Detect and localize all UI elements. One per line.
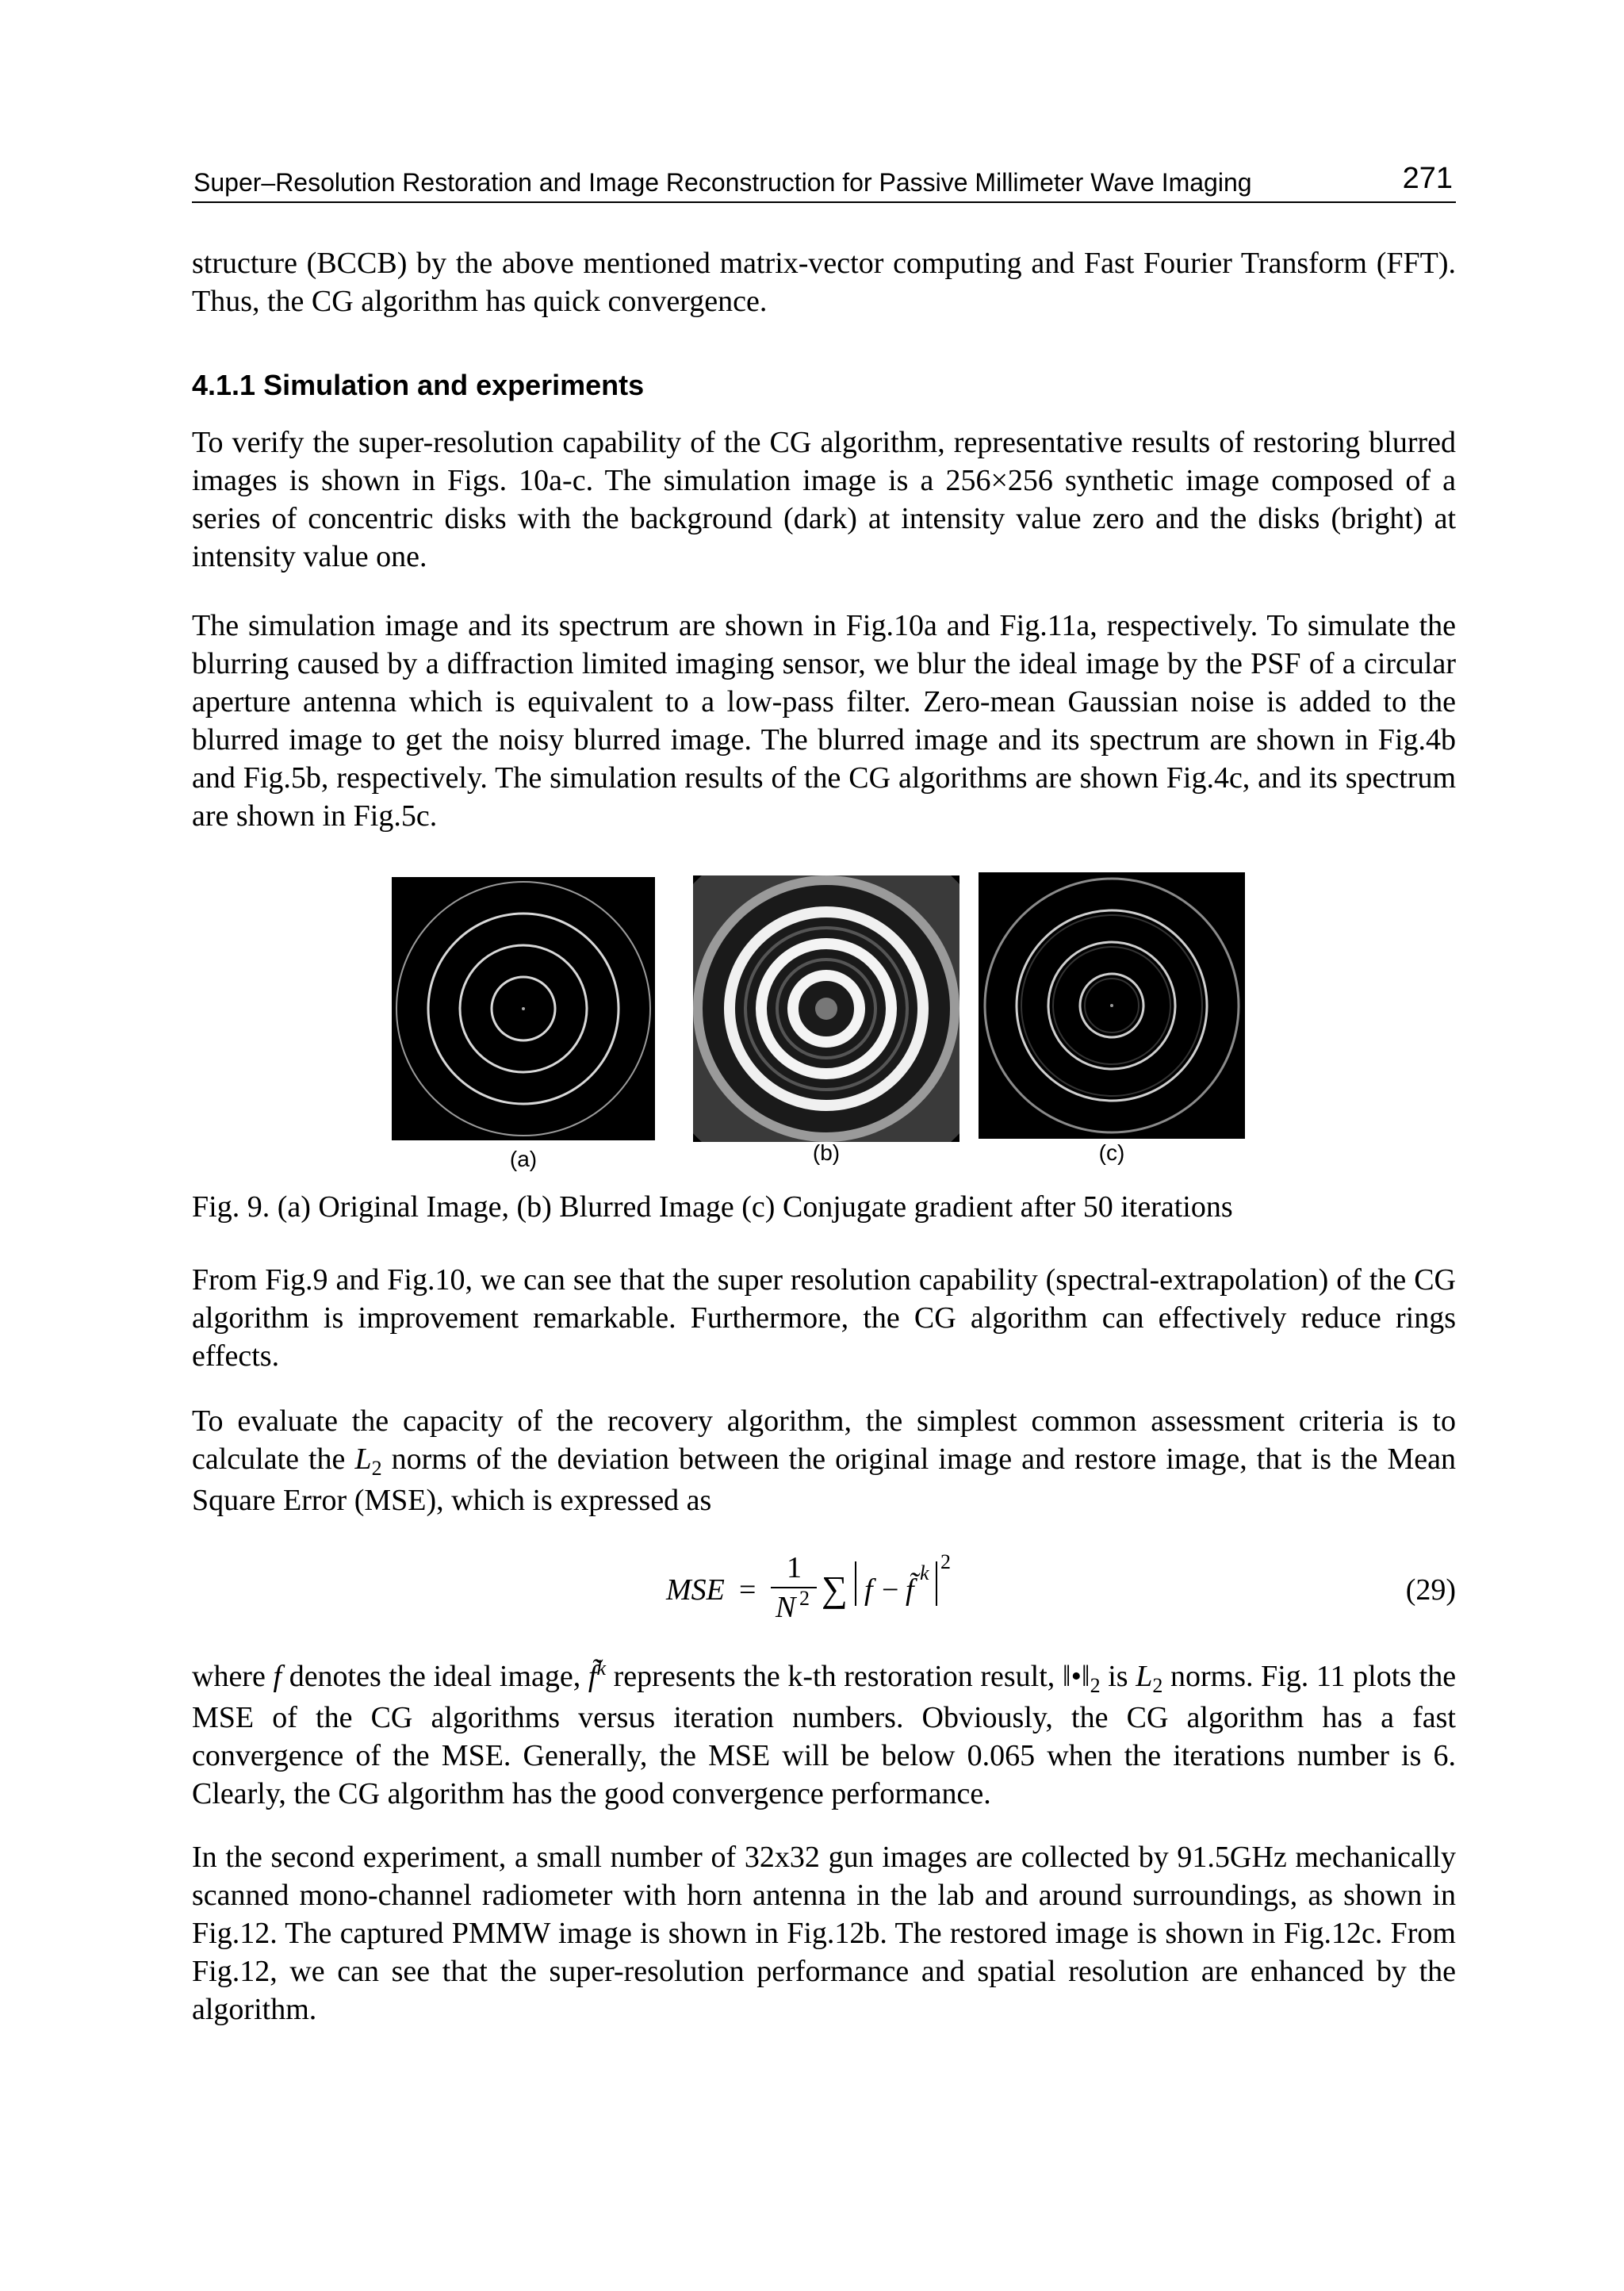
eq-f: f — [864, 1573, 873, 1607]
eq-ftilde: f̃ — [906, 1573, 914, 1607]
eq-sum: ∑ — [822, 1569, 848, 1609]
label-c: (c) — [1098, 1140, 1125, 1165]
paragraph-simulation: The simulation image and its spectrum are shown in Fig.10a and Fig.11a, respectively. To simulate the blurring caused by a diffraction limited imaging sensor, we blur the ideal image by the PSF of a circular aperture antenna which is equivalent to a low-pass filter. Zero-mean Gaussian noise is added to the blurred image to get the noisy blurred image. The blurred image and its spectrum are shown in Fig.4b and Fig.5b, respectively. The simulation results of the CG algorithms are shown Fig.4c, and its spectrum are shown in Fig.5c. — [192, 609, 1456, 833]
eq-minus: − — [882, 1573, 899, 1607]
running-header — [192, 162, 1456, 203]
paragraph-verify: To verify the super-resolution capability of the CG algorithm, representative results of restoring blurred images is shown in Figs. 10a-c. The simulation image is a 256×256 synthetic image composed of a series of concentric disks with the background (dark) at intensity value zero and the disks (bright) at intensity value one. — [192, 426, 1456, 573]
l2-symbol: L — [354, 1442, 372, 1476]
paragraph-bccb: structure (BCCB) by the above mentioned matrix-vector computing and Fast Fourier Transform (FFT). Thus, the CG algorithm has quick convergence. — [192, 247, 1456, 318]
paragraph-second-experiment: In the second experiment, a small number of 32x32 gun images are collected by 91.5GHz mechanically scanned mono-channel radiometer with horn antenna in the lab and around surroundings, as shown in Fig.12. The captured PMMW image is shown in Fig.12b. The restored image is shown in Fig.12c. From Fig.12, we can see that the super-resolution performance and spatial resolution are enhanced by the algorithm. — [192, 1841, 1456, 2026]
original-rings-graphic — [392, 877, 655, 1140]
page-number: 271 — [1402, 162, 1453, 195]
panel-blurred-image — [693, 875, 959, 1142]
eq-fraction-bar — [771, 1587, 817, 1588]
eq-abs-right — [936, 1561, 937, 1606]
label-a: (a) — [509, 1147, 538, 1171]
eq-den-exp: 2 — [799, 1587, 810, 1610]
label-b: (b) — [812, 1140, 841, 1165]
section-heading: 4.1.1 Simulation and experiments — [192, 369, 645, 401]
equation-number: (29) — [1405, 1573, 1456, 1607]
eq-denominator: N — [776, 1591, 796, 1624]
norm-symbol: ‖•‖ — [1062, 1660, 1090, 1693]
eq-lhs: MSE — [666, 1573, 725, 1607]
running-title: Super–Resolution Restoration and Image Reconstruction for Passive Millimeter Wave Imaging — [193, 168, 1252, 197]
panel-original-image — [392, 877, 655, 1140]
paragraph-evaluate: To evaluate the capacity of the recovery algorithm, the simplest common assessment criteria is to calculate the $L_2$ norms of the deviation between the original image and restore image, that is the Mean Square Error (MSE), which is expressed as — [192, 1404, 1456, 1517]
figure-caption: Fig. 9. (a) Original Image, (b) Blurred Image (c) Conjugate gradient after 50 iterations — [192, 1190, 1233, 1224]
eq-abs-left — [855, 1561, 856, 1606]
restored-rings-graphic — [979, 872, 1245, 1139]
eq-k: k — [920, 1561, 929, 1584]
figure-9 — [389, 872, 1245, 1182]
paragraph-fig9-fig10: From Fig.9 and Fig.10, we can see that the super resolution capability (spectral-extrapolation) of the CG algorithm is improvement remarkable. Furthermore, the CG algorithm can effectively reduce rings effects. — [192, 1263, 1456, 1373]
eq-numerator: 1 — [787, 1551, 802, 1584]
eq-exp: 2 — [940, 1550, 951, 1573]
blurred-rings-graphic — [693, 875, 959, 1142]
paragraph-where: where f denotes the ideal image, f̃$^k$ represents the k-th restoration result, $‖•‖_2$ is $L_2$ norms. Fig. 11 plots the MSE of the CG algorithms versus iteration numbers. Obviously, the CG algorithm has a fast convergence of the MSE. Generally, the MSE will be below 0.065 when the iterations number is 6. Clearly, the CG algorithm has the good convergence performance. — [192, 1657, 1457, 1810]
eq-equals: = — [739, 1573, 756, 1607]
panel-cg-restored-image — [979, 872, 1245, 1139]
equation-mse — [666, 1550, 983, 1645]
